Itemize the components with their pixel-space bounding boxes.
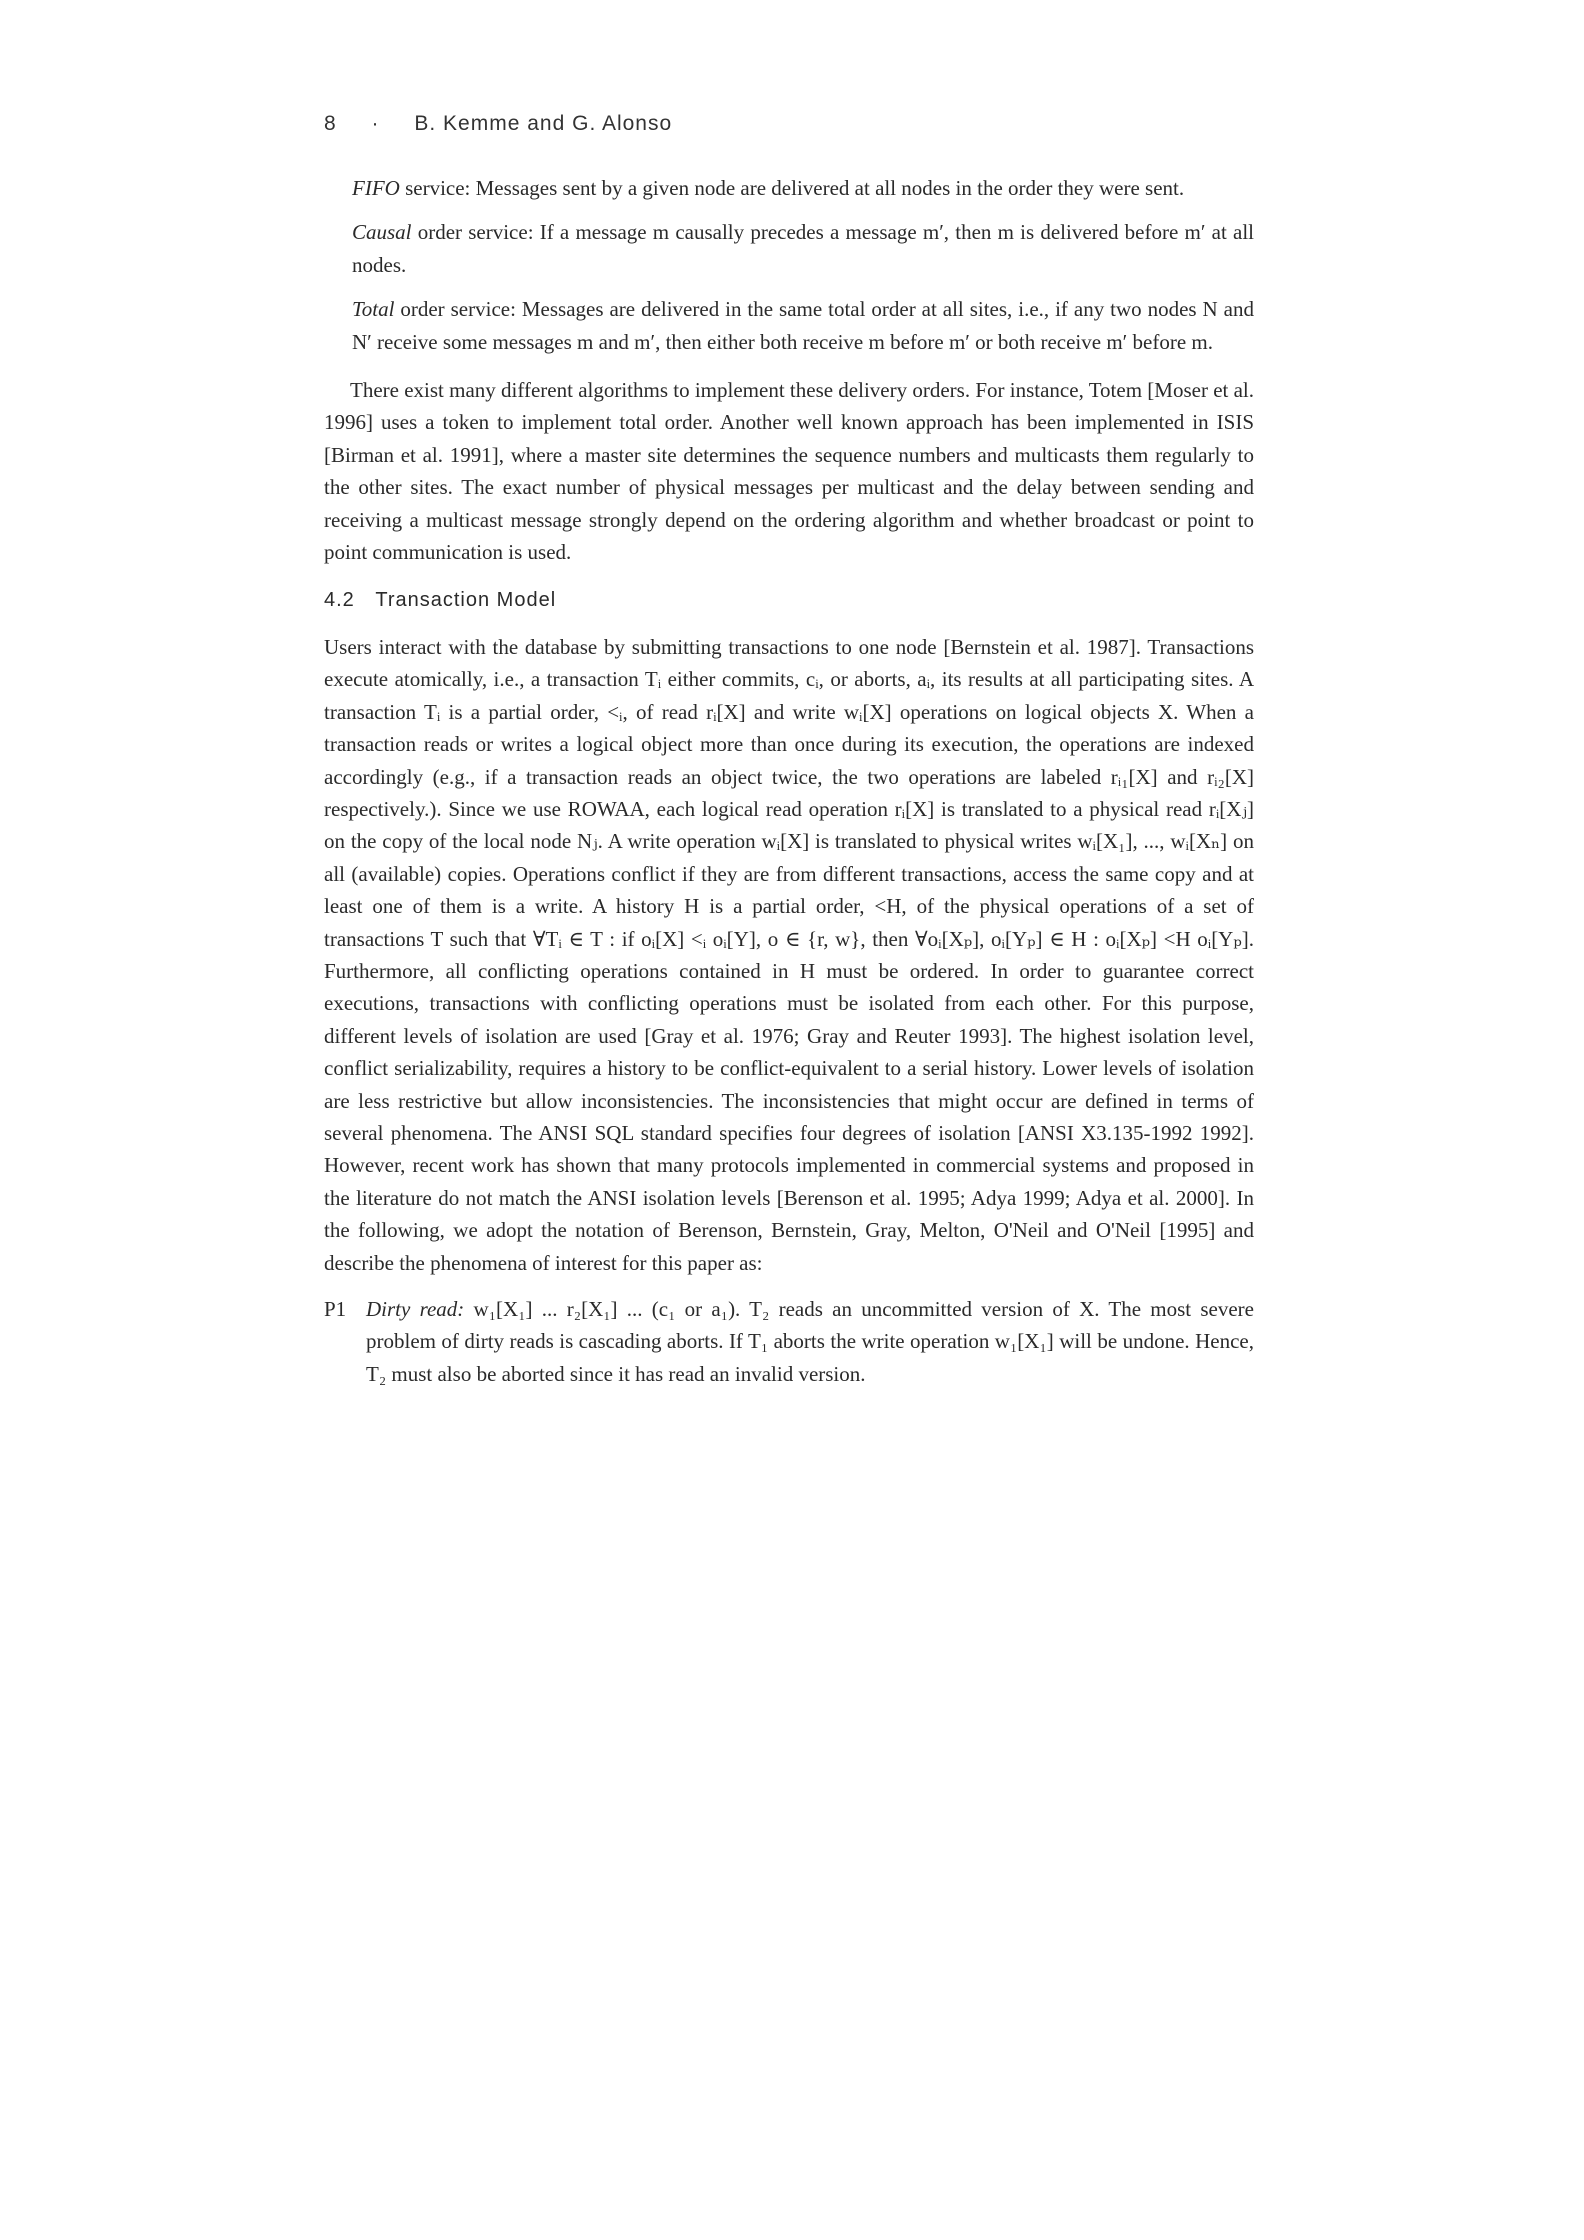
header-authors: B. Kemme and G. Alonso: [414, 112, 673, 135]
body-text: [324, 172, 1254, 1390]
page-number: 8: [324, 112, 337, 135]
running-header: [324, 112, 672, 136]
paragraph-delivery-algorithms: There exist many different algorithms to implement these delivery orders. For instance, Totem [Moser et al. 1996] uses a token to implement total order. Another well known approach has been implemented in ISIS [Birman et al. 1991], where a master site determines the sequence numbers and multicasts them regularly to the other sites. The exact number of physical messages per multicast and the delay between sending and receiving a multicast message strongly depend on the ordering algorithm and whether broadcast or point to point communication is used.: [324, 378, 1255, 565]
phenomenon-label: P1: [324, 1297, 347, 1321]
definition-term: FIFO: [352, 176, 400, 200]
section-number: 4.2: [324, 589, 355, 612]
definition-total: [352, 293, 1254, 358]
definition-term: Causal: [352, 220, 412, 245]
definition-term: Total: [352, 297, 395, 322]
definition-text: service: Messages sent by a given node are delivered at all nodes in the order they were sent.: [399, 176, 1185, 200]
definition-fifo: [352, 172, 1254, 204]
delivery-definitions: [324, 172, 1254, 358]
paragraph-transaction-model: Users interact with the database by submitting transactions to one node [Bernstein et al. 1987]. Transactions execute atomically, i.e., a transaction Tᵢ either commits, cᵢ, or aborts, aᵢ, its results at all participating sites. A transaction Tᵢ is a partial order, <ᵢ, of read rᵢ[X] and write wᵢ[X] operations on logical objects X. When a transaction reads or writes a logical object more than once during its execution, the operations are indexed accordingly (e.g., if a transaction reads an object twice, the two operations are labeled rᵢ₁[X] and rᵢ₂[X] respectively.). Since we use ROWAA, each logical read operation rᵢ[X] is translated to a physical read rᵢ[Xⱼ] on the copy of the local node Nⱼ. A write operation wᵢ[X] is translated to physical writes wᵢ[X₁], ..., wᵢ[Xₙ] on all (available) copies. Operations conflict if they are from different transactions, access the same copy and at least one of them is a write. A history H is a partial order, <H, of the physical operations of a set of transactions T such that ∀Tᵢ ∈ T : if oᵢ[X] <ᵢ oᵢ[Y], o ∈ {r, w}, then ∀oᵢ[Xₚ], oᵢ[Yₚ] ∈ H : oᵢ[Xₚ] <H oᵢ[Yₚ]. Furthermore, all conflicting operations contained in H must be ordered. In order to guarantee correct executions, transactions with conflicting operations must be isolated from each other. For this purpose, different levels of isolation are used [Gray et al. 1976; Gray and Reuter 1993]. The highest isolation level, conflict serializability, requires a history to be conflict-equivalent to a serial history. Lower levels of isolation are less restrictive but allow inconsistencies. The inconsistencies that might occur are defined in terms of several phenomena. The ANSI SQL standard specifies four degrees of isolation [ANSI X3.135-1992 1992]. However, recent work has shown that many protocols implemented in commercial systems and proposed in the literature do not match the ANSI isolation levels [Berenson et al. 1995; Adya 1999; Adya et al. 2000]. In the following, we adopt the notation of Berenson, Bernstein, Gray, Melton, O'Neil and O'Neil [1995] and describe the phenomena of interest for this paper as:: [324, 634, 1254, 1275]
definition-text: order service: Messages are delivered in the same total order at all sites, i.e., if any two nodes N and N′ receive some messages m and m′, then either both receive m before m′ or both receive m′ before m.: [352, 297, 1254, 354]
definition-causal: [352, 216, 1254, 281]
definition-text: order service: If a message m causally precedes a message m′, then m is delivered before m′ at all nodes.: [352, 220, 1254, 277]
section-heading: [324, 584, 1254, 616]
phenomenon-body: [366, 1293, 1254, 1390]
section-title: Transaction Model: [375, 589, 557, 612]
phenomenon-term: Dirty read:: [366, 1297, 465, 1321]
phenomenon-text: w₁[X₁] ... r₂[X₁] ... (c₁ or a₁). T₂ reads an uncommitted version of X. The most severe problem of dirty reads is cascading aborts. If T₁ aborts the write operation w₁[X₁] will be undone. Hence, T₂ must also be aborted since it has read an invalid version.: [366, 1297, 1254, 1386]
header-separator: ·: [371, 112, 380, 135]
phenomenon-p1: [324, 1293, 1254, 1390]
